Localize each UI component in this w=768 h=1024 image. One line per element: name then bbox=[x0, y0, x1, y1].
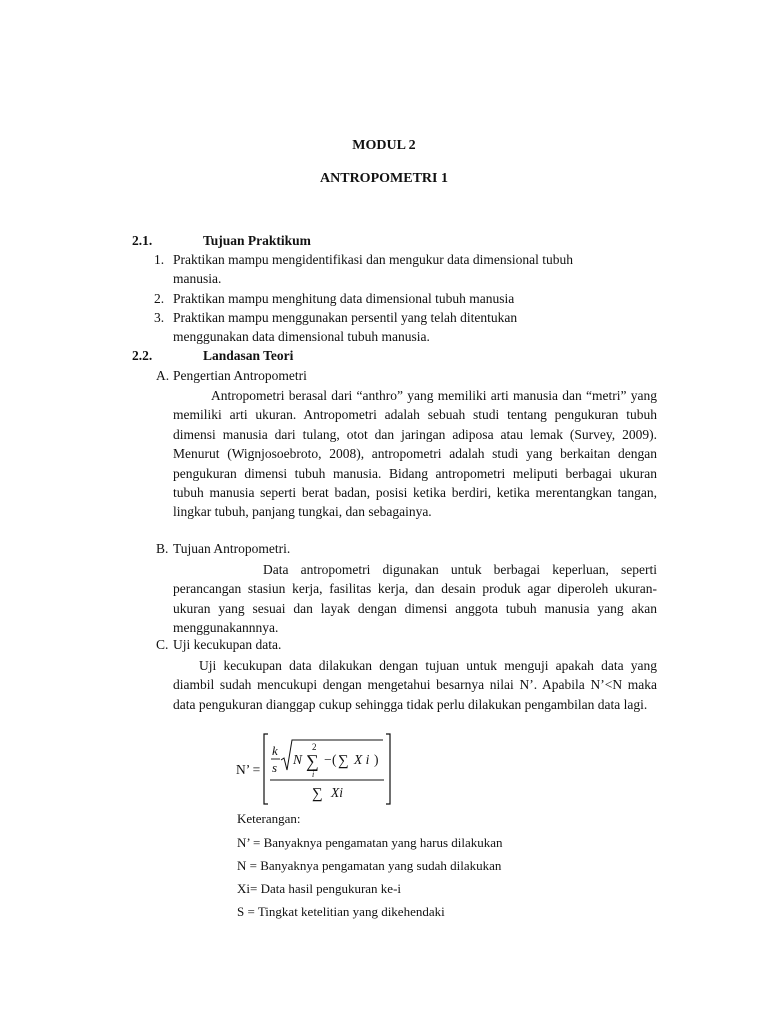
formula-sub-i: i bbox=[312, 770, 315, 779]
formula-k: k bbox=[272, 743, 278, 758]
formula-sup2: 2 bbox=[312, 742, 317, 752]
formula-lhs: N’ = bbox=[236, 762, 261, 777]
list-item-text: manusia. bbox=[173, 271, 222, 286]
legend-label: Keterangan: bbox=[237, 811, 301, 826]
subsection-a-body: Antropometri berasal dari “anthro” yang memiliki arti manusia dan “metri” yang memiliki arti ukuran. Antropometri adalah sebuah studi tentang pengukuran tubuh dimensi manusia dari tulang, otot dan jaringan adiposa atau lemak (Survey, 2009). Menurut (Wignjosoebroto, 2008), antropometri adalah studi yang berkaitan dengan pengukuran dimensi tubuh manusia. Bidang antropometri meliputi berbagai ukuran tubuh manusia seperti berat badan, posisi ketika berdiri, ketika merentangkan tangan, lingkar tubuh, panjang tungkai, dan sebagainya. bbox=[173, 388, 657, 520]
sample-size-formula bbox=[228, 730, 408, 810]
list-item-number: 2. bbox=[154, 291, 165, 306]
list-item-text: Praktikan mampu menghitung data dimensional tubuh manusia bbox=[173, 291, 515, 306]
section-2-number: 2.2. bbox=[132, 348, 153, 363]
formula-s: s bbox=[272, 760, 278, 775]
list-item-text: menggunakan data dimensional tubuh manusia. bbox=[173, 329, 430, 344]
formula-sum-1: ∑ bbox=[306, 751, 319, 771]
formula-xi-spaced: X i bbox=[354, 752, 370, 767]
left-bracket bbox=[264, 734, 268, 804]
section-2-heading: Landasan Teori bbox=[203, 348, 294, 363]
subsection-a-title: Pengertian Antropometri bbox=[173, 368, 307, 383]
list-item-number: 3. bbox=[154, 310, 165, 325]
formula-rparen: ) bbox=[374, 752, 379, 767]
subsection-c-label: C. bbox=[156, 637, 169, 652]
module-title: MODUL 2 bbox=[352, 138, 416, 153]
formula-sum-2: ∑ bbox=[338, 753, 349, 769]
subsection-b-body: Data antropometri digunakan untuk berbagai keperluan, seperti perancangan stasiun kerja, fasilitas kerja, dan desain produk agar diperoleh ukuran-ukuran yang sesuai dan layak dengan dimensi anggota tubuh manusia yang akan menggunakannnya. bbox=[173, 562, 657, 636]
list-item-number: 1. bbox=[154, 252, 165, 267]
formula-minus: − bbox=[324, 752, 332, 767]
subsection-b-label: B. bbox=[156, 541, 169, 556]
subsection-a-label: A. bbox=[156, 368, 170, 383]
list-item-text: Praktikan mampu mengidentifikasi dan mengukur data dimensional tubuh bbox=[173, 252, 574, 267]
section-1-heading: Tujuan Praktikum bbox=[203, 233, 311, 248]
legend-line: N’ = Banyaknya pengamatan yang harus dilakukan bbox=[237, 835, 503, 850]
formula-lparen: ( bbox=[332, 752, 337, 767]
section-1-number: 2.1. bbox=[132, 233, 153, 248]
page-title: ANTROPOMETRI 1 bbox=[320, 171, 448, 186]
formula-n: N bbox=[293, 752, 303, 767]
subsection-c-body: Uji kecukupan data dilakukan dengan tujuan untuk menguji apakah data yang diambil sudah mencukupi dengan mengetahui besarnya nilai N’. Apabila N’<N maka data pengukuran dianggap cukup sehingga tidak perlu dilakukan pengambilan data lagi. bbox=[173, 658, 657, 712]
legend-line: N = Banyaknya pengamatan yang sudah dilakukan bbox=[237, 858, 502, 873]
legend-line: Xi= Data hasil pengukuran ke-i bbox=[237, 881, 402, 896]
subsection-c-title: Uji kecukupan data. bbox=[173, 637, 282, 652]
list-item-text: Praktikan mampu menggunakan persentil yang telah ditentukan bbox=[173, 310, 518, 325]
legend-line: S = Tingkat ketelitian yang dikehendaki bbox=[237, 904, 445, 919]
formula-sum-3: ∑ bbox=[312, 786, 323, 802]
subsection-b-title: Tujuan Antropometri. bbox=[173, 541, 291, 556]
right-bracket bbox=[386, 734, 390, 804]
formula-xi: Xi bbox=[331, 785, 343, 800]
